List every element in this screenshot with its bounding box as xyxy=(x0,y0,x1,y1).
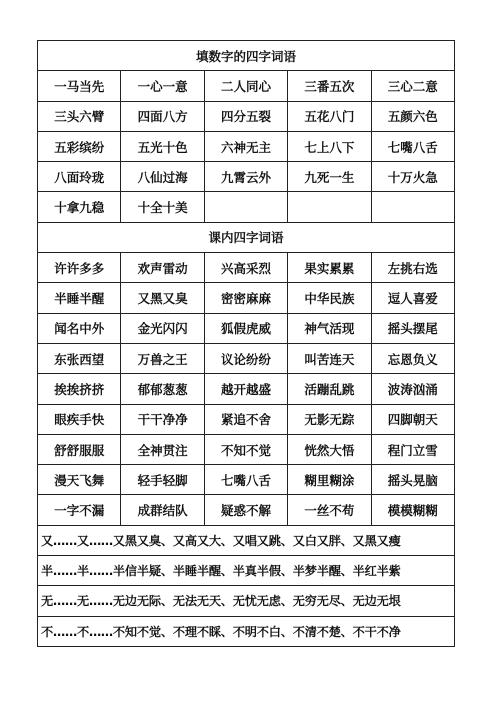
table-row xyxy=(38,313,455,343)
table-cell: 四面八方 xyxy=(121,101,204,131)
table-cell: 逗人喜爱 xyxy=(371,283,454,313)
pattern-bu-line: 不……不……不知不觉、不理不睬、不明不白、不清不楚、不干不净 xyxy=(38,616,455,646)
table-cell: 漫天飞舞 xyxy=(38,465,121,495)
pattern-row xyxy=(38,586,455,616)
table-cell: 一字不漏 xyxy=(38,495,121,525)
table-cell: 狐假虎威 xyxy=(204,313,287,343)
table-cell: 一心一意 xyxy=(121,71,204,101)
section-title-textbook-idioms: 课内四字词语 xyxy=(38,222,455,252)
table-cell-empty xyxy=(204,192,287,222)
pattern-wu-line: 无……无……无边无际、无法无天、无忧无虑、无穷无尽、无边无垠 xyxy=(38,586,455,616)
table-cell: 活蹦乱跳 xyxy=(288,374,371,404)
table-cell: 成群结队 xyxy=(121,495,204,525)
table-row xyxy=(38,192,455,222)
table-cell: 万兽之王 xyxy=(121,343,204,373)
vocabulary-table xyxy=(37,40,455,647)
table-row xyxy=(38,131,455,161)
table-cell: 十拿九稳 xyxy=(38,192,121,222)
table-cell-empty xyxy=(288,192,371,222)
table-cell: 左挑右选 xyxy=(371,253,454,283)
table-cell: 神气活现 xyxy=(288,313,371,343)
table-cell: 摇头晃脑 xyxy=(371,465,454,495)
table-cell: 半睡半醒 xyxy=(38,283,121,313)
table-cell-empty xyxy=(371,192,454,222)
table-cell: 十全十美 xyxy=(121,192,204,222)
table-row xyxy=(38,434,455,464)
table-cell: 无影无踪 xyxy=(288,404,371,434)
table-cell: 七嘴八舌 xyxy=(204,465,287,495)
table-row xyxy=(38,343,455,373)
table-cell: 疑惑不解 xyxy=(204,495,287,525)
table-cell: 越开越盛 xyxy=(204,374,287,404)
table-cell: 九死一生 xyxy=(288,162,371,192)
table-cell: 波涛汹涌 xyxy=(371,374,454,404)
table-row xyxy=(38,253,455,283)
table-cell: 一马当先 xyxy=(38,71,121,101)
table-cell: 东张西望 xyxy=(38,343,121,373)
table-cell: 忘恩负义 xyxy=(371,343,454,373)
table-cell: 紧追不舍 xyxy=(204,404,287,434)
pattern-ban-line: 半……半……半信半疑、半睡半醒、半真半假、半梦半醒、半红半紫 xyxy=(38,556,455,586)
pattern-row xyxy=(38,556,455,586)
section-title-row xyxy=(38,222,455,252)
table-cell: 不知不觉 xyxy=(204,434,287,464)
table-cell: 五彩缤纷 xyxy=(38,131,121,161)
table-cell: 眼疾手快 xyxy=(38,404,121,434)
table-row xyxy=(38,374,455,404)
table-cell: 四分五裂 xyxy=(204,101,287,131)
table-cell: 叫苦连天 xyxy=(288,343,371,373)
pattern-row xyxy=(38,525,455,555)
table-cell: 轻手轻脚 xyxy=(121,465,204,495)
table-row xyxy=(38,465,455,495)
vocabulary-sheet xyxy=(37,40,455,647)
table-cell: 舒舒服服 xyxy=(38,434,121,464)
table-cell: 又黑又臭 xyxy=(121,283,204,313)
pattern-you-line: 又……又……又黑又臭、又高又大、又唱又跳、又白又胖、又黑又瘦 xyxy=(38,525,455,555)
table-cell: 果实累累 xyxy=(288,253,371,283)
table-row xyxy=(38,101,455,131)
table-cell: 三心二意 xyxy=(371,71,454,101)
table-cell: 八仙过海 xyxy=(121,162,204,192)
table-row xyxy=(38,283,455,313)
table-cell: 八面玲珑 xyxy=(38,162,121,192)
section-title-number-idioms: 填数字的四字词语 xyxy=(38,41,455,71)
table-cell: 郁郁葱葱 xyxy=(121,374,204,404)
table-cell: 闻名中外 xyxy=(38,313,121,343)
table-cell: 挨挨挤挤 xyxy=(38,374,121,404)
table-cell: 五花八门 xyxy=(288,101,371,131)
table-cell: 中华民族 xyxy=(288,283,371,313)
pattern-row xyxy=(38,616,455,646)
table-cell: 三番五次 xyxy=(288,71,371,101)
table-cell: 一丝不苟 xyxy=(288,495,371,525)
table-cell: 七嘴八舌 xyxy=(371,131,454,161)
table-cell: 许许多多 xyxy=(38,253,121,283)
table-cell: 恍然大悟 xyxy=(288,434,371,464)
table-cell: 三头六臂 xyxy=(38,101,121,131)
table-row xyxy=(38,495,455,525)
table-row xyxy=(38,162,455,192)
table-cell: 模模糊糊 xyxy=(371,495,454,525)
table-cell: 摇头摆尾 xyxy=(371,313,454,343)
table-cell: 十万火急 xyxy=(371,162,454,192)
table-cell: 糊里糊涂 xyxy=(288,465,371,495)
table-cell: 议论纷纷 xyxy=(204,343,287,373)
table-cell: 兴高采烈 xyxy=(204,253,287,283)
section-title-row xyxy=(38,41,455,71)
table-cell: 密密麻麻 xyxy=(204,283,287,313)
table-cell: 全神贯注 xyxy=(121,434,204,464)
table-cell: 二人同心 xyxy=(204,71,287,101)
table-cell: 五光十色 xyxy=(121,131,204,161)
table-cell: 七上八下 xyxy=(288,131,371,161)
table-cell: 九霄云外 xyxy=(204,162,287,192)
table-cell: 六神无主 xyxy=(204,131,287,161)
table-cell: 程门立雪 xyxy=(371,434,454,464)
table-cell: 四脚朝天 xyxy=(371,404,454,434)
table-cell: 欢声雷动 xyxy=(121,253,204,283)
table-cell: 金光闪闪 xyxy=(121,313,204,343)
table-cell: 干干净净 xyxy=(121,404,204,434)
table-row xyxy=(38,404,455,434)
table-cell: 五颜六色 xyxy=(371,101,454,131)
table-row xyxy=(38,71,455,101)
